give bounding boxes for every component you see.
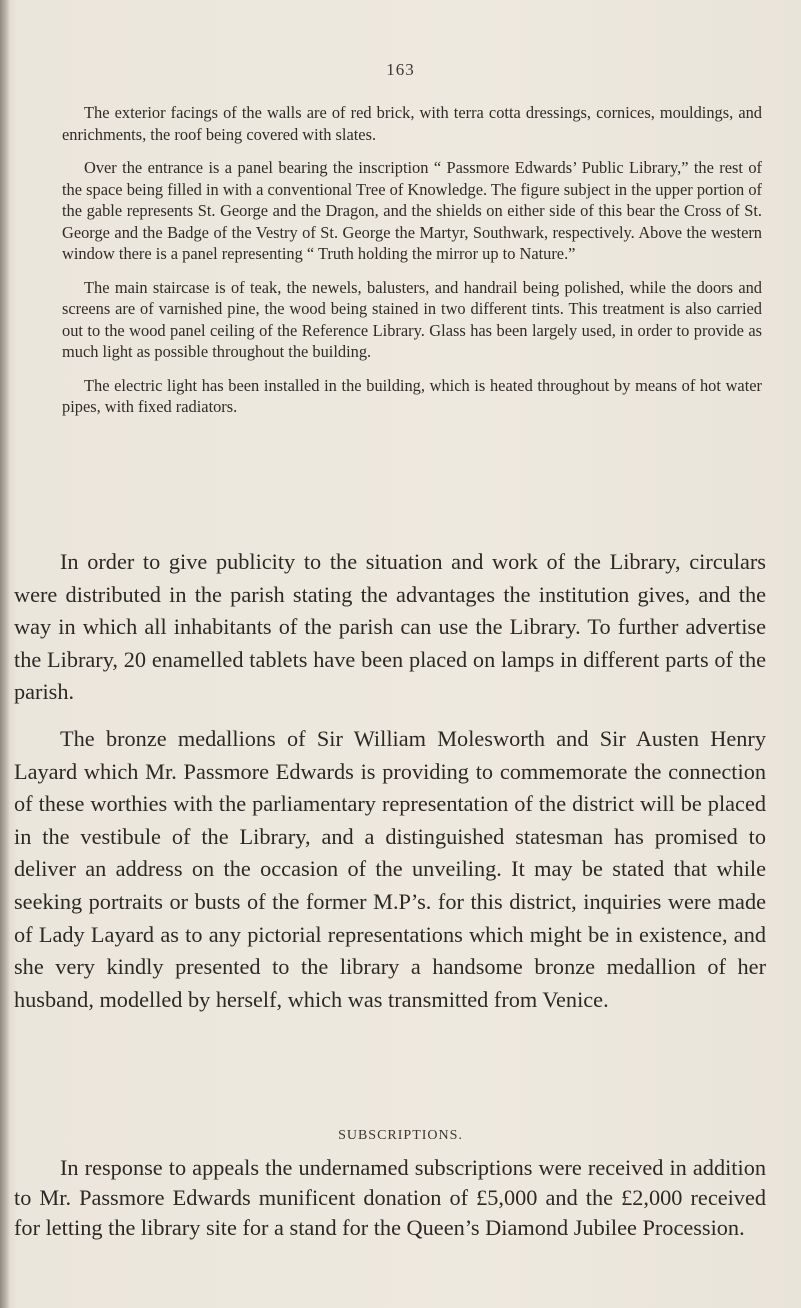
page-number: 163 (386, 60, 415, 79)
subscriptions-section (14, 1153, 766, 1243)
paragraph-entrance-panel: Over the entrance is a panel bearing the inscription “ Passmore Edwards’ Public Library,” the rest of the space being filled in with a conventional Tree of Knowledge. The figure subject in the upper portion of the gable represents St. George and the Dragon, and the shields on either side of this bear the Cross of St. George and the Badge of the Vestry of St. George the Martyr, Southwark, respectively. Above the western window there is a panel representing “ Truth holding the mirror up to Nature.” (62, 158, 762, 263)
building-description (62, 102, 762, 430)
paragraph-electric-light: The electric light has been installed in the building, which is heated throughout by means of hot water pipes, with fixed radiators. (62, 375, 762, 416)
library-publicity (14, 546, 766, 1030)
section-heading-subscriptions: SUBSCRIPTIONS. (338, 1128, 463, 1143)
paragraph-staircase: The main staircase is of teak, the newels, balusters, and handrail being polished, while the doors and screens are of varnished pine, the wood being stained in two different tints. This treatment is also carried out to the wood panel ceiling of the Reference Library. Glass has been largely used, in order to provide as much light as possible throughout the building. (62, 277, 762, 361)
paragraph-medallions: The bronze medallions of Sir William Molesworth and Sir Austen Henry Layard which Mr. Passmore Edwards is providing to commemorate the connection of these worthies with the parliamentary representation of the district will be placed in the vestibule of the Library, and a distinguished statesman has promised to deliver an address on the occasion of the unveiling. It may be stated that while seeking portraits or busts of the former M.P’s. for this district, inquiries were made of Lady Layard as to any pictorial representations which might be in existence, and she very kindly presented to the library a handsome bronze medallion of her husband, modelled by herself, which was transmitted from Venice. (14, 725, 766, 1012)
paragraph-subscriptions: In response to appeals the undernamed subscriptions were received in addition to Mr. Passmore Edwards munificent donation of £5,000 and the £2,000 received for letting the library site for a stand for the Queen’s Diamond Jubilee Procession. (14, 1155, 766, 1240)
paragraph-exterior: The exterior facings of the walls are of red brick, with terra cotta dressings, cornices, mouldings, and enrichments, the roof being covered with slates. (62, 103, 762, 144)
binding-edge (0, 0, 10, 1308)
paragraph-publicity: In order to give publicity to the situation and work of the Library, circulars were distributed in the parish stating the advantages the institution gives, and the way in which all inhabitants of the parish can use the Library. To further advertise the Library, 20 enamelled tablets have been placed on lamps in different parts of the parish. (14, 549, 766, 705)
